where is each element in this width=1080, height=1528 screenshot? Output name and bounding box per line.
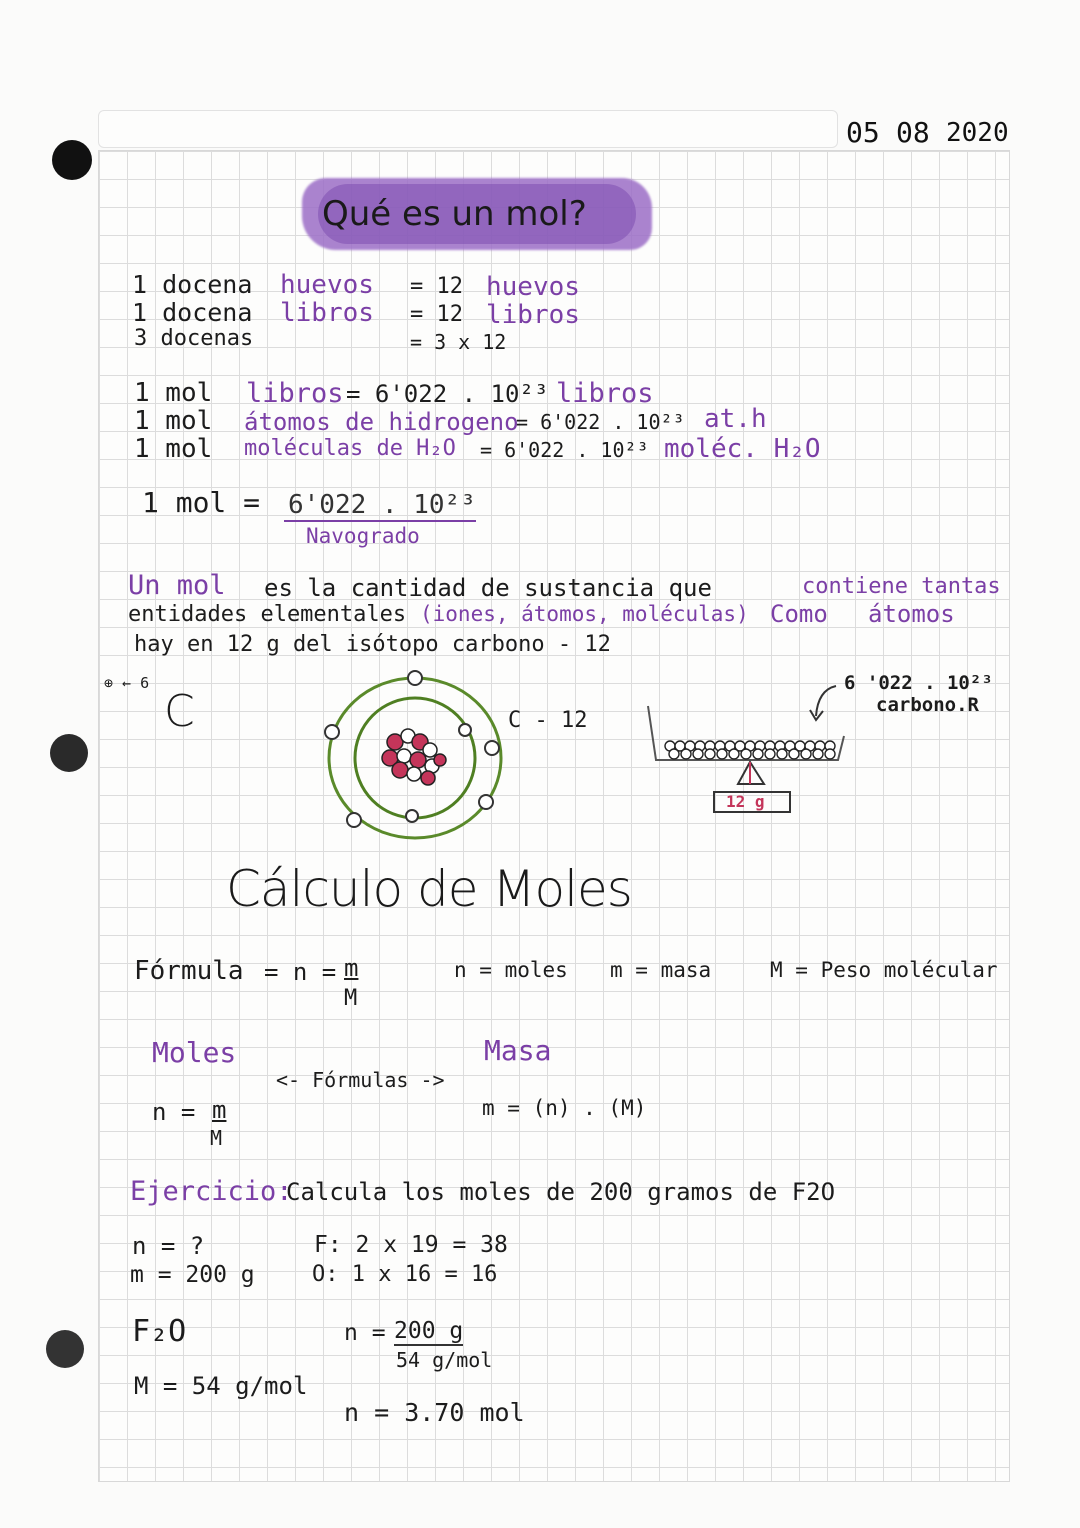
result: n = 3.70 mol <box>344 1398 525 1427</box>
legend-M: M = Peso molécular <box>770 958 998 982</box>
scale-value: 6 '022 . 10²³ <box>844 672 993 694</box>
mol-lead: 1 mol <box>134 434 213 464</box>
definition-highlight: átomos <box>868 600 955 628</box>
definition-highlight: (iones, átomos, moléculas) <box>420 602 749 626</box>
definition-text: entidades elementales <box>128 602 407 627</box>
moles-numerator: m <box>212 1096 227 1124</box>
carbon-charge: ⊕ ← 6 <box>104 674 150 692</box>
masa-eq: m = (n) . (M) <box>482 1096 647 1120</box>
legend-n: n = moles <box>454 958 568 982</box>
mol-unit: at.h <box>704 404 767 434</box>
docena-equals: = 12 <box>410 302 463 327</box>
section-title: Cálculo de Moles <box>226 860 632 918</box>
moles-eq: n = <box>152 1098 196 1126</box>
scale-unit: carbono.R <box>876 694 979 716</box>
page-title: Qué es un mol? <box>322 194 587 234</box>
docena-left: 3 docenas <box>134 326 254 351</box>
definition-highlight: contiene tantas <box>802 574 1001 599</box>
binder-hole <box>52 140 92 180</box>
mol-unit: moléc. H₂O <box>664 434 821 464</box>
docena-right: huevos <box>486 272 580 302</box>
n-numerator: 200 g <box>394 1318 464 1344</box>
docena-right: libros <box>486 300 580 330</box>
carbon-label: C - 12 <box>508 708 588 733</box>
binder-hole <box>50 734 88 772</box>
formula-label: Fórmula <box>134 956 244 986</box>
avogadro-underline <box>284 520 476 522</box>
mol-value: = 6'022 . 10²³ <box>480 438 649 462</box>
scale-weight: 12 g <box>726 792 765 811</box>
compound: F₂O <box>132 1314 187 1349</box>
formula-eq: = n = <box>264 958 337 986</box>
carbon-symbol: C <box>164 686 195 737</box>
mol-item: libros <box>246 378 344 409</box>
date-month: 08 <box>896 116 930 149</box>
avogadro-lead: 1 mol = <box>142 486 261 519</box>
given-n: n = ? <box>132 1232 205 1260</box>
docena-item: huevos <box>280 270 374 300</box>
mol-unit: libros <box>556 378 654 409</box>
definition-highlight: Un mol <box>128 570 226 601</box>
docena-item: libros <box>280 298 374 328</box>
mol-value: = 6'022 . 10²³ <box>346 380 549 408</box>
mol-lead: 1 mol <box>134 378 213 408</box>
mol-lead: 1 mol <box>134 406 213 436</box>
mol-item: átomos de hidrogeno <box>244 408 519 436</box>
docena-equals: = 3 x 12 <box>410 330 507 354</box>
avogadro-value: 6'022 . 10²³ <box>288 490 476 520</box>
ejercicio-label: Ejercicio: <box>130 1176 293 1207</box>
mol-value: = 6'022 . 10²³ <box>516 410 685 434</box>
docena-equals: = 12 <box>410 274 463 299</box>
molar-mass: M = 54 g/mol <box>134 1372 308 1400</box>
n-eq: n = <box>344 1320 386 1346</box>
calc-o: O: 1 x 16 = 16 <box>312 1262 498 1287</box>
moles-denominator: M <box>210 1126 223 1150</box>
definition-text: es la cantidad de sustancia que <box>264 574 712 602</box>
formula-numerator: m <box>344 954 359 982</box>
header-bar <box>98 110 838 148</box>
n-denominator: 54 g/mol <box>396 1348 493 1372</box>
formulas-arrows: <- Fórmulas -> <box>276 1068 445 1092</box>
date-day: 05 <box>846 116 880 149</box>
atom-diagram <box>320 670 510 846</box>
docena-left: 1 docena <box>132 270 253 299</box>
legend-m: m = masa <box>610 958 712 982</box>
binder-hole <box>46 1330 84 1368</box>
moles-label: Moles <box>152 1036 237 1069</box>
definition-text: hay en 12 g del isótopo carbono - 12 <box>134 632 611 657</box>
mol-item: moléculas de H₂O <box>244 436 456 461</box>
masa-label: Masa <box>484 1034 552 1067</box>
calc-f: F: 2 x 19 = 38 <box>314 1232 508 1258</box>
docena-left: 1 docena <box>132 298 253 327</box>
avogadro-label: Navogrado <box>306 524 420 548</box>
given-m: m = 200 g <box>130 1262 255 1288</box>
definition-highlight: Como <box>770 600 828 628</box>
formula-denominator: M <box>344 986 358 1011</box>
date-year: 2020 <box>946 118 1009 148</box>
ejercicio-text: Calcula los moles de 200 gramos de F2O <box>286 1178 836 1206</box>
